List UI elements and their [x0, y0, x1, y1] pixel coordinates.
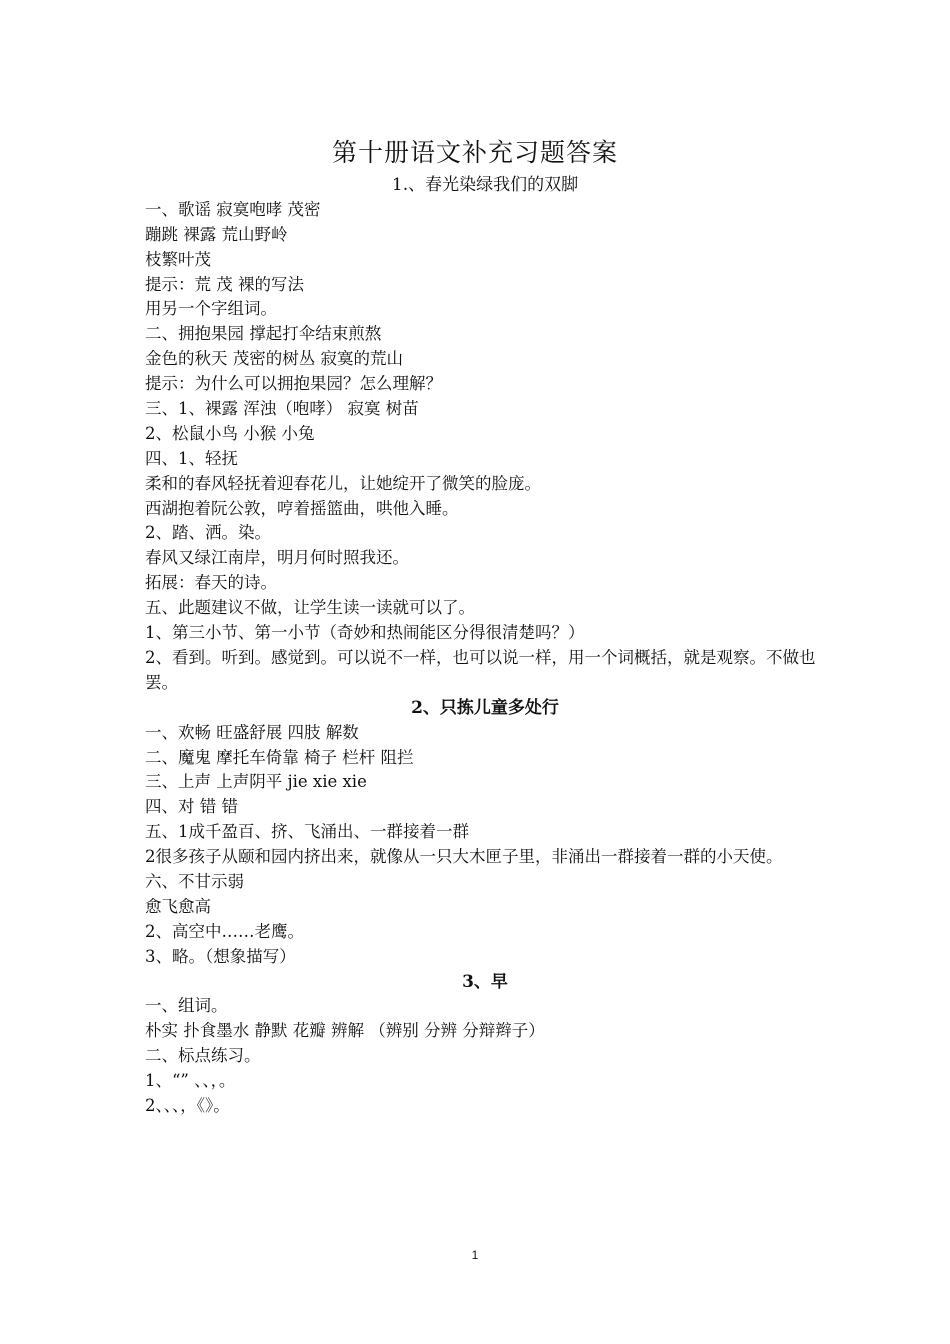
text-line: 1、“” 、、，。	[145, 1071, 236, 1091]
text-line: 愈飞愈高	[145, 896, 211, 916]
text-line: 蹦跳 裸露 荒山野岭	[145, 224, 288, 244]
section-heading-2: 2、只拣儿童多处行	[411, 697, 559, 718]
text-line: 春风又绿江南岸，明月何时照我还。	[145, 548, 409, 568]
text-line: 五、1成千盈百、挤、飞涌出、一群接着一群	[145, 822, 469, 842]
text-paragraph: 2很多孩子从颐和园内挤出来，就像从一只大木匣子里，非涌出一群接着一群的小天使。	[145, 847, 783, 867]
text-line: 2、、、，《》。	[145, 1096, 230, 1115]
document-body	[145, 173, 825, 1119]
text-line: 五、此题建议不做，让学生读一读就可以了。	[145, 598, 475, 618]
text-line: 四、1、轻抚	[145, 448, 238, 468]
text-line: 1、第三小节、第一小节（奇妙和热闹能区分得很清楚吗？）	[145, 623, 585, 643]
text-line: 朴实 扑食墨水 静默 花瓣 辨解 （辨别 分辨 分辩辫子）	[145, 1021, 545, 1041]
text-line: 拓展：春天的诗。	[145, 573, 277, 593]
text-line: 提示：为什么可以拥抱果园？怎么理解？	[145, 374, 442, 394]
text-line: 金色的秋天 茂密的树丛 寂寞的荒山	[145, 349, 403, 369]
text-line: 枝繁叶茂	[145, 249, 211, 269]
text-line: 二、标点练习。	[145, 1046, 261, 1066]
text-line: 2、高空中……老鹰。	[145, 921, 304, 941]
text-line: 3、略。（想象描写）	[145, 946, 296, 966]
text-line: 四、对 错 错	[145, 797, 238, 817]
section-heading-1: 1.、春光染绿我们的双脚	[391, 175, 579, 195]
text-line: 一、欢畅 旺盛舒展 四肢 解数	[145, 722, 359, 742]
text-line: 用另一个字组词。	[145, 299, 277, 319]
text-line: 柔和的春风轻抚着迎春花儿，让她绽开了微笑的脸庞。	[145, 473, 541, 493]
text-line: 一、歌谣 寂寞咆哮 茂密	[145, 199, 321, 219]
page-number: 1	[471, 1248, 479, 1262]
text-line: 2、松鼠小鸟 小猴 小兔	[145, 423, 315, 443]
document-title: 第十册语文补充习题答案	[331, 138, 618, 167]
text-line: 一、组词。	[145, 996, 228, 1016]
text-line: 二、魔鬼 摩托车倚靠 椅子 栏杆 阻拦	[145, 747, 414, 767]
text-line: 二、拥抱果园 撑起打伞结束煎熬	[145, 324, 382, 344]
text-line: 六、不甘示弱	[145, 871, 244, 891]
text-line: 三、1、裸露 浑浊（咆哮） 寂寞 树苗	[145, 399, 419, 419]
text-line: 2、踏、洒。染。	[145, 523, 271, 543]
text-line: 三、上声 上声阴平 jie xie xie	[145, 772, 367, 792]
text-line: 西湖抱着阮公敦，哼着摇篮曲，哄他入睡。	[145, 498, 459, 518]
section-heading-3: 3、早	[462, 971, 508, 992]
text-line: 提示：荒 茂 裸的写法	[145, 274, 304, 294]
text-paragraph: 2、看到。听到。感觉到。可以说不一样，也可以说一样，用一个词概括，就是观察。不做也罢。	[145, 647, 816, 692]
